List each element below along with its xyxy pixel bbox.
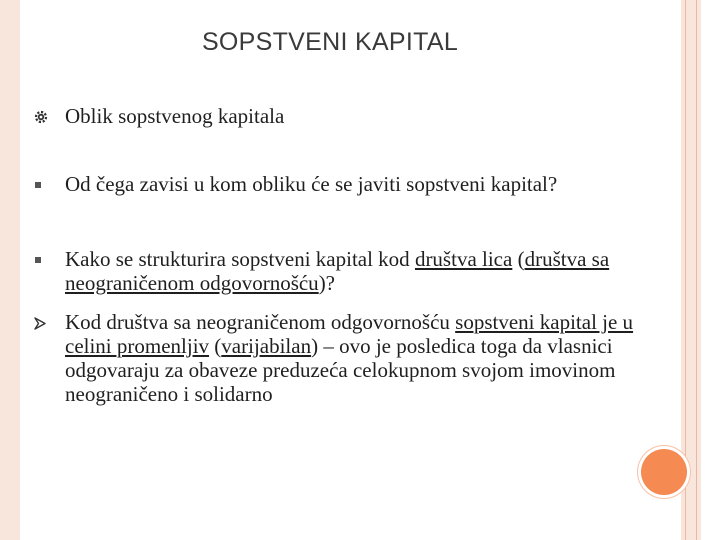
bullet-item xyxy=(34,104,664,128)
underlined-term: varijabilan xyxy=(221,334,312,358)
square-bullet-icon xyxy=(35,257,41,263)
bullet-item xyxy=(34,247,664,295)
arrow-bullet-icon xyxy=(34,317,46,330)
left-frame-strip xyxy=(0,0,20,540)
bullet-text: Kod društva sa neograničenom odgovornošću sopstveni kapital je u celini promenljiv (varijabilan) – ovo je posledica toga da vlasnici odgovaraju za obaveze preduzeća celokupnom svojom imovinom neograničeno i solidarno xyxy=(65,310,634,406)
bullet-text: Od čega zavisi u kom obliku će se javiti sopstveni kapital? xyxy=(65,172,558,196)
bullet-text: Kako se strukturira sopstveni kapital kod društva lica (društva sa neograničenom odgovornošću)? xyxy=(65,247,610,295)
underlined-term: sopstveni kapital je u celini promenljiv xyxy=(65,310,634,358)
underlined-term: društva sa neograničenom odgovornošću xyxy=(65,247,610,295)
bullet-item xyxy=(34,310,664,406)
slide-title: SOPSTVENI KAPITAL xyxy=(201,28,459,56)
bullet-text: Oblik sopstvenog kapitala xyxy=(65,104,285,128)
bullet-item xyxy=(34,172,664,196)
square-bullet-icon xyxy=(35,182,41,188)
gear-bullet-icon xyxy=(34,110,48,124)
right-frame-strip xyxy=(681,0,701,540)
underlined-term: društva lica xyxy=(414,247,513,271)
decorative-orange-circle xyxy=(641,449,687,495)
